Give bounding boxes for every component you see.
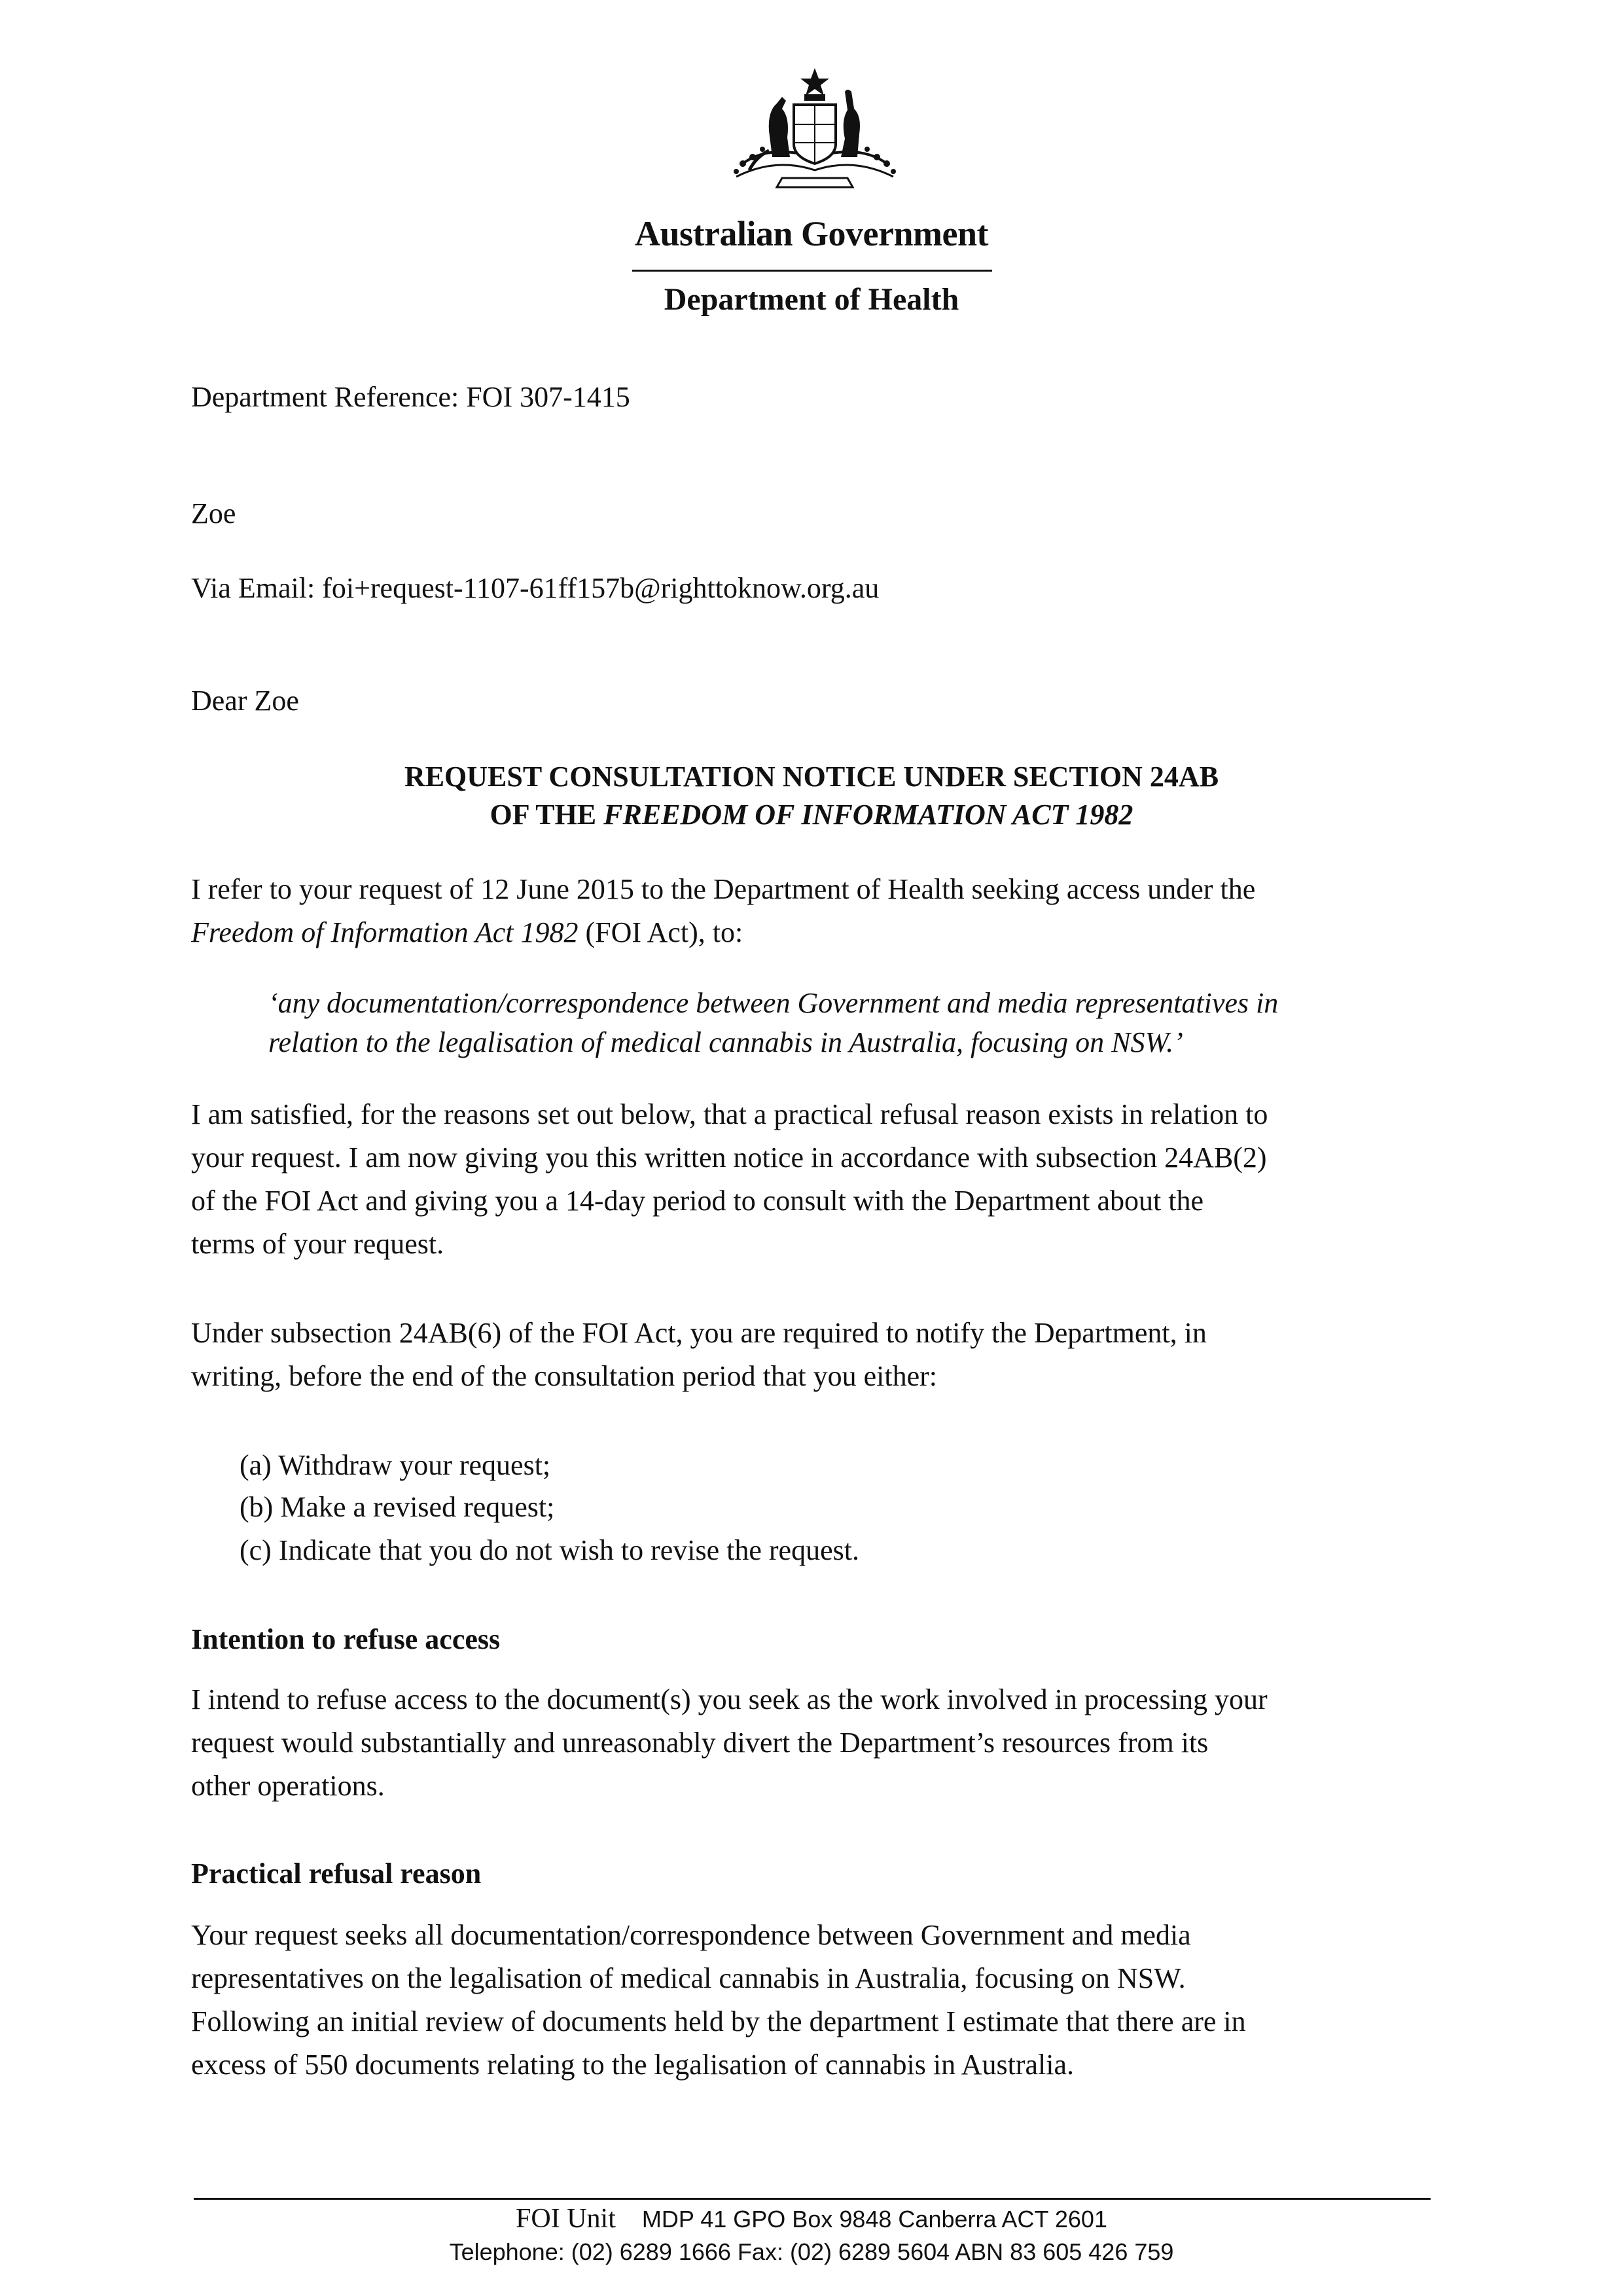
intro-line2-rest: (FOI Act), to:	[578, 916, 743, 948]
notice-heading-line2	[0, 795, 1623, 835]
recipient-name: Zoe	[191, 497, 236, 529]
paragraph-line: excess of 550 documents relating to the legalisation of cannabis in Australia.	[191, 2049, 1074, 2081]
paragraph-line: representatives on the legalisation of medical cannabis in Australia, focusing on NSW.	[191, 1962, 1186, 1994]
paragraph-line: terms of your request.	[191, 1228, 444, 1260]
coat-of-arms-logo	[717, 65, 913, 209]
paragraph-line: I intend to refuse access to the document(s) you seek as the work involved in processing your	[191, 1683, 1268, 1715]
salutation: Dear Zoe	[191, 685, 299, 717]
intro-act-title: Freedom of Information Act 1982	[191, 916, 579, 948]
paragraph-line: Following an initial review of documents held by the department I estimate that there are in	[191, 2005, 1246, 2037]
quoted-request-line1: ‘any documentation/correspondence between Government and media representatives in	[268, 987, 1279, 1019]
footer-divider	[194, 2198, 1431, 2200]
paragraph-line: Under subsection 24AB(6) of the FOI Act, you are required to notify the Department, in	[191, 1317, 1207, 1349]
intro-line1: I refer to your request of 12 June 2015 to the Department of Health seeking access under the	[191, 873, 1256, 905]
paragraph-line: other operations.	[191, 1770, 385, 1802]
notice-heading-act: FREEDOM OF INFORMATION ACT 1982	[603, 798, 1133, 831]
intro-line2	[191, 911, 743, 954]
paragraph-line: I am satisfied, for the reasons set out below, that a practical refusal reason exists in relation to	[191, 1098, 1268, 1130]
notice-heading-line1: REQUEST CONSULTATION NOTICE UNDER SECTION 24AB	[404, 761, 1219, 793]
footer-address	[0, 2203, 1623, 2234]
quoted-request-line2: relation to the legalisation of medical cannabis in Australia, focusing on NSW.’	[268, 1026, 1183, 1058]
footer-contacts: Telephone: (02) 6289 1666 Fax: (02) 6289 5604 ABN 83 605 426 759	[449, 2238, 1174, 2265]
government-title: Australian Government	[635, 214, 988, 253]
department-reference: Department Reference: FOI 307-1415	[191, 381, 630, 413]
letterhead-divider	[632, 270, 992, 272]
footer-unit: FOI Unit	[516, 2204, 616, 2234]
recipient-email: Via Email: foi+request-1107-61ff157b@righttoknow.org.au	[191, 572, 880, 604]
footer-address-text: MDP 41 GPO Box 9848 Canberra ACT 2601	[641, 2206, 1107, 2233]
paragraph-line: writing, before the end of the consultation period that you either:	[191, 1360, 938, 1392]
option-item-b: (b) Make a revised request;	[240, 1491, 555, 1523]
paragraph-line: request would substantially and unreasonably divert the Department’s resources from its	[191, 1727, 1209, 1759]
paragraph-line: Your request seeks all documentation/correspondence between Government and media	[191, 1919, 1191, 1951]
paragraph-line: your request. I am now giving you this written notice in accordance with subsection 24AB(2)	[191, 1141, 1267, 1174]
option-item-a: (a) Withdraw your request;	[240, 1449, 551, 1481]
department-name: Department of Health	[664, 282, 959, 317]
practical-heading: Practical refusal reason	[191, 1857, 482, 1890]
notice-heading-prefix: OF THE	[490, 798, 604, 831]
option-item-c: (c) Indicate that you do not wish to revise the request.	[240, 1534, 859, 1566]
intention-heading: Intention to refuse access	[191, 1623, 501, 1655]
paragraph-line: of the FOI Act and giving you a 14-day period to consult with the Department about the	[191, 1185, 1204, 1217]
